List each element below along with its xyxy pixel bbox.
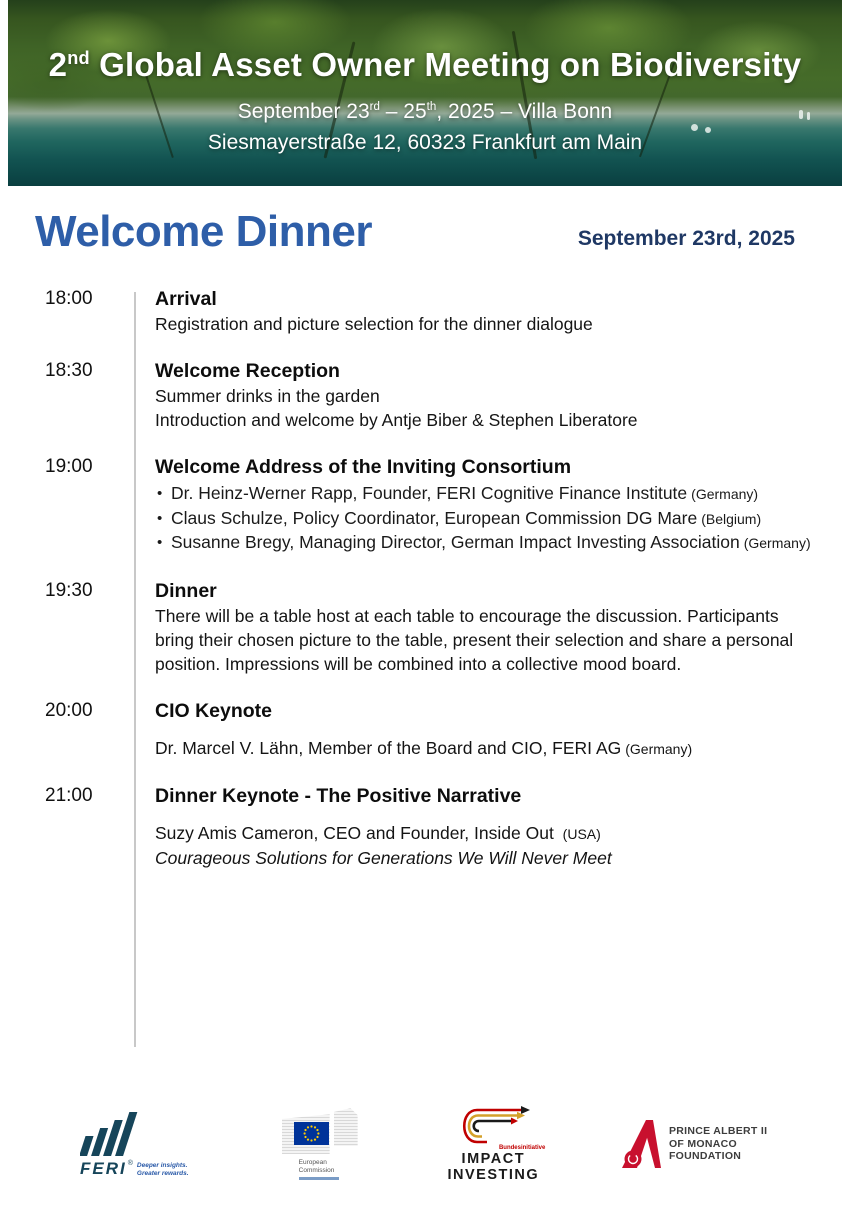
agenda-time: 19:30 — [45, 579, 93, 601]
agenda-time: 19:00 — [45, 456, 93, 477]
speaker-item: • Claus Schulze, Policy Coordinator, European Commission DG Mare (Belgium) — [155, 507, 815, 532]
ec-wordmark: European Commission — [298, 1159, 335, 1175]
agenda-row — [0, 578, 850, 676]
page-date: September 23rd, 2025 — [577, 227, 795, 250]
agenda-row — [0, 454, 850, 556]
agenda-event-title: Welcome Address of the Inviting Consortium — [155, 456, 572, 478]
event-title: 2nd Global Asset Owner Meeting on Biodiversity — [48, 46, 802, 83]
agenda-event-line: Dr. Marcel V. Lähn, Member of the Board and CIO, FERI AG (Germany) — [155, 737, 693, 758]
sponsor-logos — [0, 1105, 850, 1183]
event-title-superscript: nd — [67, 48, 90, 68]
ec-underline — [299, 1177, 339, 1180]
agenda-time: 20:00 — [45, 699, 93, 721]
agenda-event-line: There will be a table host at each table to encourage the discussion. Participants bring their chosen picture to the table, present their selection and share a personal position. Impressions will be combined into a collective mood board. — [155, 605, 794, 674]
impact-investing-arrows-icon — [451, 1105, 535, 1147]
event-dates: September 23rd – 25th, 2025 – Villa Bonn — [237, 100, 613, 123]
agenda-schedule — [0, 286, 850, 1054]
agenda-content — [134, 358, 850, 432]
bii-wordmark-line2: INVESTING — [447, 1167, 540, 1183]
prince-albert-a-icon — [620, 1118, 662, 1170]
agenda-event-body — [155, 384, 815, 432]
feri-logo — [80, 1110, 200, 1178]
agenda-event-body — [155, 736, 815, 761]
agenda-content — [134, 698, 850, 761]
country-label: (Germany) — [743, 535, 811, 551]
page-title: Welcome Dinner — [35, 207, 372, 256]
country-label: (Germany) — [691, 486, 759, 502]
agenda-event-title: CIO Keynote — [155, 699, 273, 722]
agenda-row — [0, 698, 850, 761]
agenda-time: 21:00 — [45, 784, 93, 806]
agenda-event-title: Welcome Reception — [155, 360, 340, 382]
vertical-divider — [134, 292, 136, 1047]
speaker-list — [155, 482, 815, 556]
prince-albert-foundation-logo — [620, 1118, 770, 1170]
feri-tagline: Deeper insights. Greater rewards. — [136, 1162, 189, 1177]
agenda-row — [0, 358, 850, 432]
agenda-event-title: Dinner — [155, 579, 217, 602]
eu-flag-icon — [294, 1122, 329, 1145]
agenda-event-body — [155, 312, 815, 336]
document-header — [0, 206, 850, 258]
agenda-row — [0, 783, 850, 870]
feri-name: FERI — [80, 1159, 127, 1178]
pa-wordmark: PRINCE ALBERT II OF MONACO FOUNDATION — [668, 1125, 768, 1163]
agenda-event-title: Arrival — [155, 288, 217, 310]
agenda-event-body — [155, 482, 815, 556]
country-label: (USA) — [562, 825, 601, 842]
agenda-content — [134, 783, 850, 870]
agenda-time: 18:30 — [45, 360, 93, 381]
agenda-content — [134, 286, 850, 336]
european-commission-logo — [271, 1108, 367, 1180]
feri-wordmark — [80, 1160, 189, 1178]
hero-banner — [8, 0, 842, 186]
agenda-time: 18:00 — [45, 288, 93, 309]
agenda-event-line: Suzy Amis Cameron, CEO and Founder, Inside Out (USA) — [155, 822, 601, 843]
agenda-row — [0, 286, 850, 336]
ec-building-icon — [276, 1108, 362, 1156]
event-address: Siesmayerstraße 12, 60323 Frankfurt am Main — [207, 131, 643, 154]
feri-bars-icon — [80, 1110, 150, 1158]
registered-mark: ® — [127, 1160, 133, 1167]
speaker-item: • Susanne Bregy, Managing Director, German Impact Investing Association (Germany) — [155, 531, 815, 556]
agenda-event-body — [155, 604, 815, 676]
country-label: (Germany) — [625, 740, 693, 757]
impact-investing-logo — [437, 1105, 549, 1183]
agenda-event-line: Introduction and welcome by Antje Biber & Stephen Liberatore — [155, 410, 638, 430]
agenda-event-line: Registration and picture selection for the dinner dialogue — [155, 314, 593, 334]
agenda-event-line: Courageous Solutions for Generations We Will Never Meet — [155, 847, 612, 868]
agenda-event-line: Summer drinks in the garden — [155, 386, 380, 406]
agenda-content — [134, 578, 850, 676]
bii-wordmark-line1: IMPACT — [461, 1151, 526, 1167]
agenda-event-body — [155, 821, 815, 870]
hero-text — [8, 0, 842, 186]
speaker-item: • Dr. Heinz-Werner Rapp, Founder, FERI Cognitive Finance Institute (Germany) — [155, 482, 815, 507]
bii-small-label: Bundesinitiative — [498, 1145, 546, 1151]
agenda-content — [134, 454, 850, 556]
country-label: (Belgium) — [701, 510, 762, 527]
agenda-event-title: Dinner Keynote - The Positive Narrative — [155, 784, 522, 807]
